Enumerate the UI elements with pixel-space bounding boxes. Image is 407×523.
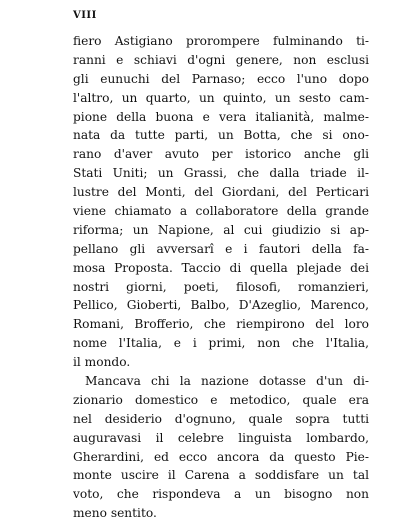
text-line: nel desiderio d'ognuno, quale sopra tutti <box>73 411 369 426</box>
text-line: Gherardini, ed ecco ancora da questo Pie- <box>73 449 369 464</box>
text-line: nata da tutte parti, un Botta, che si ono- <box>73 128 369 143</box>
paragraph-1 <box>73 32 369 372</box>
text-line: meno sentito. <box>73 506 157 521</box>
text-line: viene chiamato a collaboratore della grande <box>73 204 369 219</box>
text-line: pione della buona e vera italianità, malme- <box>73 109 369 124</box>
text-line: nome l'Italia, e i primi, non che l'Italia, <box>73 336 369 351</box>
text-line: monte uscire il Carena a soddisfare un tal <box>73 468 369 483</box>
text-line: fiero Astigiano prorompere fulminando ti- <box>73 34 369 48</box>
text-line: l'altro, un quarto, un quinto, un sesto cam- <box>73 90 369 105</box>
text-line: ranni e schiavi d'ogni genere, non esclusi <box>73 52 369 67</box>
page-number: VIII <box>73 10 97 21</box>
text-line: Romani, Brofferio, che riempirono del loro <box>73 317 369 332</box>
text-line: zionario domestico e metodico, quale era <box>73 392 369 407</box>
text-line: gli eunuchi del Parnaso; ecco l'uno dopo <box>73 71 369 86</box>
text-line: mosa Proposta. Taccio di quella plejade dei <box>73 260 369 275</box>
text-line: il mondo. <box>73 355 131 370</box>
text-line: Mancava chi la nazione dotasse d'un di- <box>85 374 369 389</box>
text-line: Stati Uniti; un Grassi, che dalla triade il- <box>73 166 369 181</box>
text-line: voto, che rispondeva a un bisogno non <box>73 487 369 502</box>
text-line: nostri giorni, poeti, filosofi, romanzieri, <box>73 279 369 294</box>
text-line: pellano gli avversarî e i fautori della fa- <box>73 241 369 256</box>
text-line: auguravasi il celebre linguista lombardo, <box>73 430 369 445</box>
text-line: riforma; un Napione, al cui giudizio si ap- <box>73 222 369 237</box>
text-line: Pellico, Gioberti, Balbo, D'Azeglio, Marenco, <box>73 298 369 313</box>
paragraph-2 <box>73 372 369 523</box>
text-line: rano d'aver avuto per istorico anche gli <box>73 147 369 162</box>
body-text <box>73 32 369 523</box>
text-line: lustre del Monti, del Giordani, del Perticari <box>73 185 369 200</box>
